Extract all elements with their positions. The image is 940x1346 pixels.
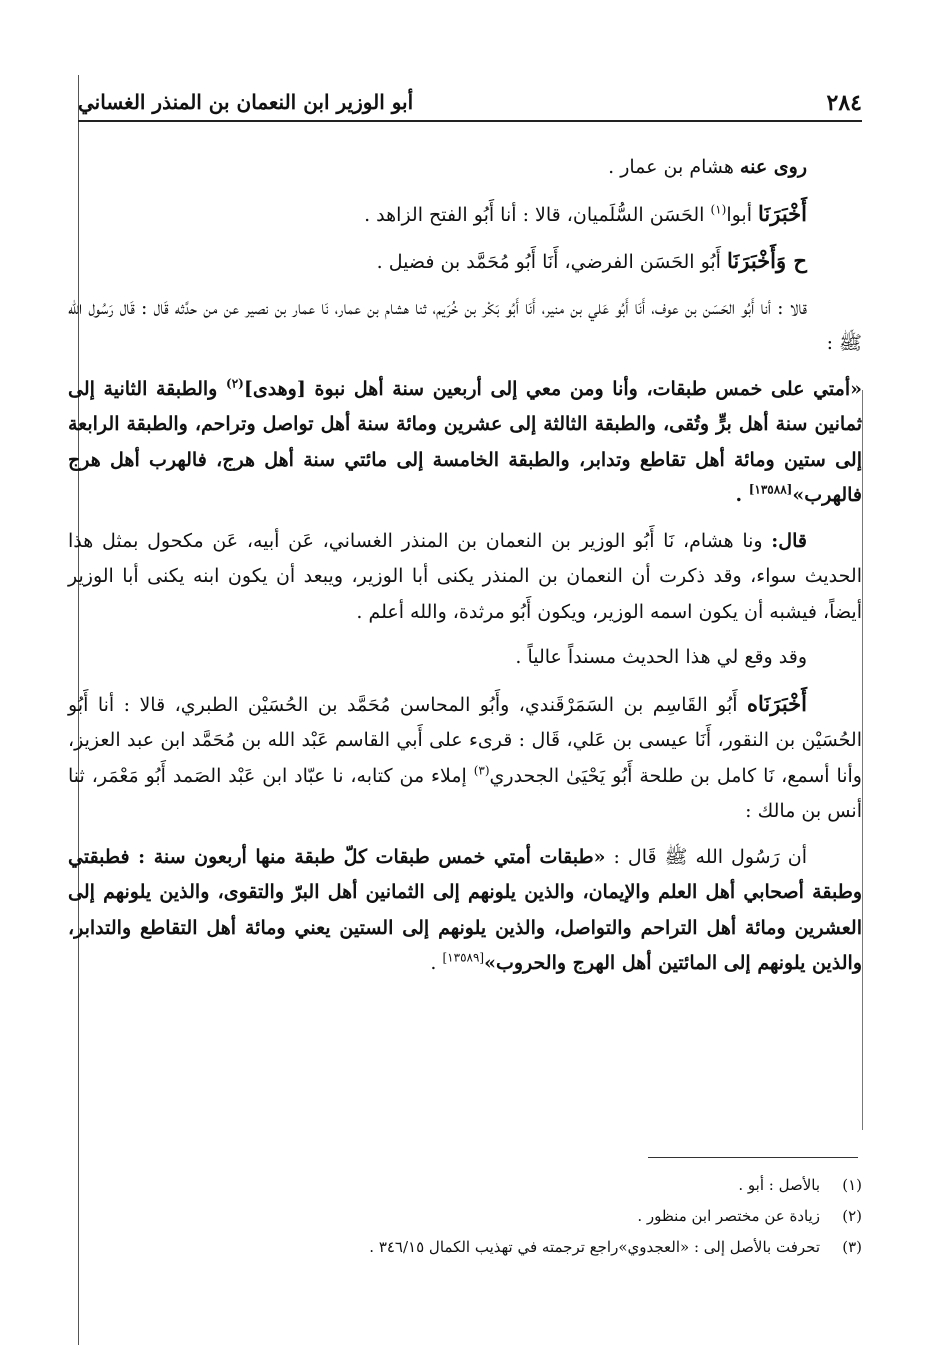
isnad-lead: أَخْبَرَنَاه xyxy=(747,690,807,716)
narrator-lead: روى عنه xyxy=(739,156,807,178)
footnote-ref: (٢) xyxy=(226,376,244,391)
paragraph-3 xyxy=(68,243,862,281)
hadith-text-1 xyxy=(68,372,862,514)
text: أَبُو القَاسِم بن السَمَرْقَندي، وأَبُو المحاسن مُحَمَّد بن الحُسَيْن الطبري، قالا : أنا أَبُو الحُسَيْن بن النقور، أَنَا عيسى بن عَلي، قَال : قرىء على أَبي القاسم عَبْد الله بن مُحَمَّد ابن عبد العزيز، وأنا أسمع، نَا كامل بن طلحة أَبُو يَحْيَىٰ الجحدري xyxy=(68,693,862,787)
footnote xyxy=(78,1201,862,1232)
footnote-ref: (١) xyxy=(710,202,727,217)
header-rule xyxy=(78,120,862,122)
paragraph-8 xyxy=(68,686,862,830)
page-number: ٢٨٤ xyxy=(826,90,862,116)
footnote xyxy=(78,1232,862,1263)
paragraph-7: وقد وقع لي هذا الحديث مسنداً عالياً . xyxy=(515,646,807,668)
footnote-ref: (٣) xyxy=(473,763,490,778)
text: إملاء من كتابه، نا عبّاد ابن عَبْد الصَمد أَبُو مَعْمَر، ثنا أنس بن مالك : xyxy=(68,764,862,822)
text: والطبقة الثانية إلى ثمانين سنة أهل برٍّ وتُقى، والطبقة الثالثة إلى عشرين ومائة سنة أهل تواصل وتراحم، والطبقة الرابعة إلى ستين ومائة أهل تقاطع وتدابر، والطبقة الخامسة إلى مائتي سنة أهل هرج، فالهرب أهل هرج فالهرب» xyxy=(68,377,862,506)
main-text xyxy=(68,150,862,992)
hadith-text-2 xyxy=(68,840,862,982)
footnote-text: تحرفت بالأصل إلى : «العجدوي»راجع ترجمته في تهذيب الكمال ٣٤٦/١٥ . xyxy=(369,1238,820,1256)
paragraph-1 xyxy=(68,150,862,186)
footnotes xyxy=(78,1170,862,1263)
hadith-number: [١٣٥٨٩] xyxy=(442,950,485,965)
footnote-number: (١) xyxy=(842,1176,862,1194)
hadith-number: [١٣٥٨٨] xyxy=(748,482,793,497)
text: أن رَسُول الله ﷺ قَال : xyxy=(605,845,807,868)
qala-lead: قال: xyxy=(771,529,807,552)
paragraph-4: قالا : أنا أَبُو الحَسَن بن عوف، أَنَا أَبُو عَلي بن منير، أَنَا أَبُو بَكْر بن خُرَيم، ثنا هشام بن عمار، نَا عمار بن نصير عن من حدَّثه قَال : قَال رَسُول الله ﷺ : xyxy=(68,296,862,354)
text: الحَسَن السُّلَميان، قالا : أنا أَبُو الفتح الزاهد . xyxy=(364,203,711,226)
footnote-text: زيادة عن مختصر ابن منظور . xyxy=(637,1207,820,1225)
footnote-number: (٢) xyxy=(842,1207,862,1225)
header-title: أبو الوزير ابن النعمان بن المنذر الغساني xyxy=(78,90,414,114)
text: . xyxy=(430,952,443,974)
text: أَبُو الحَسَن الفرضي، أَنَا أَبُو مُحَمَّد بن فضيل . xyxy=(376,251,727,273)
text: «طبقات أمتي خمس طبقات كلّ طبقة منها أربعون سنة : فطبقتي وطبقة أصحابي أهل العلم والإيمان، والذين يلونهم إلى الثمانين أهل البرّ والتقوى، والذين يلونهم إلى العشرين ومائة أهل التراحم والتواصل، والذين يلونهم إلى الستين يعني ومائة أهل التقاطع والتدابر، والذين يلونهم إلى المائتين أهل الهرج والحروب» xyxy=(68,845,862,974)
paragraph-6 xyxy=(68,524,862,631)
footnote-text: بالأصل : أبو . xyxy=(738,1176,820,1194)
isnad-lead: أَخْبَرَنَا xyxy=(758,200,807,226)
text: أبوا xyxy=(726,203,759,226)
running-header xyxy=(78,90,862,118)
scan-margin-line xyxy=(862,390,863,1130)
isnad-lead: ح وَأَخْبَرَنَا xyxy=(727,248,807,273)
text: هشام بن عمار . xyxy=(608,156,740,178)
footnote-rule xyxy=(648,1157,858,1158)
footnote xyxy=(78,1170,862,1201)
text: «أمتي على خمس طبقات، وأنا ومن معي إلى أربعين سنة أهل نبوة [وهدى] xyxy=(243,377,862,400)
paragraph-2 xyxy=(68,196,862,234)
footnote-number: (٣) xyxy=(842,1238,862,1256)
text: . xyxy=(735,484,749,506)
text: ونا هشام، نَا أَبُو الوزير بن النعمان بن المنذر الغساني، عَن أبيه، عَن مكحول بمثل هذا الحديث سواء، وقد ذكرت أن النعمان بن المنذر يكنى أبا الوزير، ويبعد أن يكون ابنه يكنى أبا الوزير أيضاً، فيشبه أن يكون اسمه الوزير، ويكون أَبُو مرثدة، والله أعلم . xyxy=(68,529,862,623)
